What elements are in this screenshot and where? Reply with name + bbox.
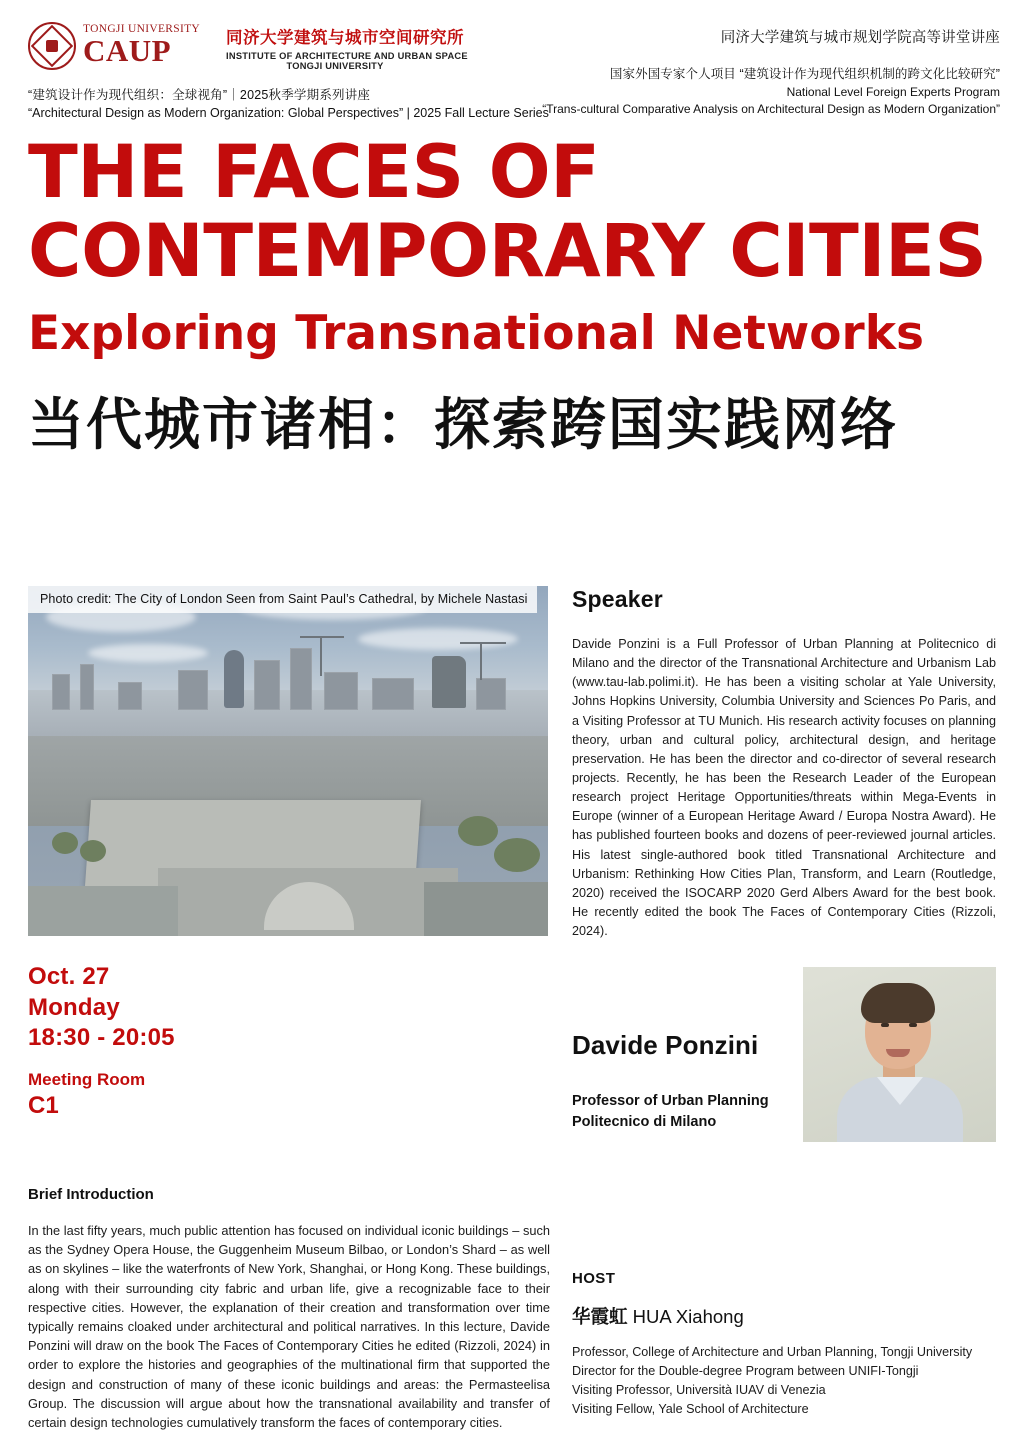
institute-university-en: TONGJI UNIVERSITY — [286, 61, 384, 71]
host-credentials — [572, 1343, 996, 1419]
brief-body: In the last fifty years, much public attention has focused on individual iconic buildings – such as the Sydney Opera House, the Guggenheim Museum Bilbao, or London’s Shard – as well as on skylines – like the waterfronts of New York, Shanghai, or Hong Kong. These buildings, along with their surrounding city fabric and urban life, give a recognizable face to their respective cities. However, the explanation of their creation and transformation over time typically remains cloaked under architectural and political narratives. In this lecture, Davide Ponzini will draw on the book The Faces of Contemporary Cities he edited (Rizzoli, 2024) in order to explore the histories and geographies of the multinational firm that supported the design and construction of many of these iconic buildings and areas: the Permasteelisa Group. The discussion will argue about how the transnational availability and transfer of certain design technologies cumulatively transform the faces of contemporary cities. — [28, 1223, 550, 1430]
host-credential-4: Visiting Fellow, Yale School of Architecture — [572, 1401, 809, 1416]
brief-heading: Brief Introduction — [28, 1186, 154, 1203]
host-label: HOST — [572, 1270, 616, 1287]
building-shape — [254, 660, 280, 710]
header-right — [540, 26, 1000, 116]
cloud-shape — [358, 628, 518, 650]
speaker-name-block — [572, 1030, 797, 1133]
speaker-heading: Speaker — [572, 586, 663, 612]
program-subtitle-en: “Trans-cultural Comparative Analysis on Architectural Design as Modern Organization” — [542, 102, 1000, 116]
host-credential-3: Visiting Professor, Università IUAV di Venezia — [572, 1382, 826, 1397]
portrait-eye-right — [909, 1023, 917, 1027]
page-title-chinese: 当代城市诸相：探索跨国实践网络 — [28, 393, 898, 457]
cloud-shape — [88, 644, 208, 662]
caup-university-name: TONGJI UNIVERSITY — [83, 22, 201, 35]
host-credential-2: Director for the Double-degree Program between UNIFI-Tongji — [572, 1363, 919, 1378]
tree-shape — [52, 832, 78, 854]
title-block — [28, 130, 998, 458]
poster-header — [28, 22, 1000, 132]
page-title-line2: CONTEMPORARY CITIES — [28, 208, 987, 294]
building-shape — [372, 678, 414, 710]
host-section — [572, 1270, 996, 1419]
building-shape — [52, 674, 70, 710]
building-shape — [118, 682, 142, 710]
foreground-block — [28, 886, 178, 936]
logo-row — [28, 22, 558, 71]
speaker-section — [572, 586, 996, 941]
speaker-bio: Davide Ponzini is a Full Professor of Urban Planning at Politecnico di Milano and the director of the Transnational Architecture and Urbanism Lab (www.tau-lab.polimi.it). He has been a visiting scholar at Yale University, Johns Hopkins University, Columbia University and Sciences Po Paris, and a Visiting Professor at TU Munich. His research activity focuses on planning theory, urban and cultural policy, architectural design, and heritage preservation. He has been the director and co-director of several research projects. Recently, he has been the Research Leader of the European research project Heritage Opportunities/threats within Mega-Events in Europe (winner of a European Heritage Award / Europa Nostra Award). He has published fourteen books and dozens of peer-reviewed journal articles. His latest single-authored book titled Transnational Architecture and Urbanism: Rethinking How Cities Plan, Transform, and Learn (Routledge, 2020) received the ISOCARP 2020 Gerd Albers Award for the best book. He recently edited the book The Faces of Contemporary Cities (Rizzoli, 2024). — [572, 637, 996, 939]
institute-name-en: INSTITUTE OF ARCHITECTURE AND URBAN SPACE — [226, 51, 468, 61]
crane-shape — [320, 636, 322, 676]
caup-wordmark — [83, 24, 200, 68]
event-weekday: Monday — [28, 993, 120, 1021]
program-title-cn: 国家外国专家个人项目 “建筑设计作为现代组织机制的跨文化比较研究” — [609, 67, 1000, 81]
speaker-role-line1: Professor of Urban Planning — [572, 1093, 769, 1109]
institute-block — [226, 22, 468, 71]
crane-shape — [460, 642, 506, 644]
event-time: 18:30 - 20:05 — [28, 1024, 175, 1052]
speaker-name: Davide Ponzini — [572, 1030, 759, 1060]
building-shape — [476, 678, 506, 710]
building-shape — [80, 664, 94, 710]
tongji-caup-logo — [28, 22, 200, 70]
lecture-series-cn: “建筑设计作为现代组织：全球视角”｜2025秋季学期系列讲座 — [28, 88, 371, 102]
event-room: C1 — [28, 1092, 59, 1120]
caup-abbreviation: CAUP — [83, 33, 172, 69]
page-title-line1: THE FACES OF — [28, 130, 600, 215]
crane-shape — [300, 636, 344, 638]
building-shape — [290, 648, 312, 710]
portrait-hair — [861, 983, 935, 1023]
event-room-label: Meeting Room — [28, 1070, 146, 1090]
crane-shape — [480, 642, 482, 680]
header-left — [28, 22, 558, 120]
program-title-en: National Level Foreign Experts Program — [786, 85, 1000, 99]
portrait-eye-left — [881, 1023, 889, 1027]
walkie-talkie-tower-shape — [432, 656, 466, 708]
event-date: Oct. 27 — [28, 963, 110, 990]
speaker-role — [572, 1091, 797, 1133]
tree-shape — [80, 840, 106, 862]
brief-introduction — [28, 1186, 550, 1432]
speaker-role-line2: Politecnico di Milano — [572, 1114, 717, 1131]
host-name — [572, 1303, 996, 1329]
gherkin-tower-shape — [224, 650, 244, 708]
host-name-cn: 华霞虹 — [572, 1306, 628, 1327]
london-skyline-photo — [28, 586, 548, 936]
host-credential-1: Professor, College of Architecture and Urban Planning, Tongji University — [572, 1345, 973, 1359]
building-shape — [178, 670, 208, 710]
host-college-cn: 同济大学建筑与城市规划学院高等讲堂讲座 — [720, 30, 1000, 46]
tongji-seal-icon — [28, 22, 76, 70]
host-name-en: HUA Xiahong — [627, 1306, 744, 1327]
tree-shape — [494, 838, 540, 872]
event-info — [28, 962, 428, 1120]
building-shape — [324, 672, 358, 710]
page-subtitle: Exploring Transnational Networks — [28, 305, 924, 361]
speaker-portrait — [803, 967, 996, 1142]
institute-name-cn: 同济大学建筑与城市空间研究所 — [226, 29, 465, 47]
lecture-series-en: “Architectural Design as Modern Organization: Global Perspectives” | 2025 Fall Lecture Series — [28, 106, 549, 120]
tree-shape — [458, 816, 498, 846]
photo-credit: Photo credit: The City of London Seen from Saint Paul’s Cathedral, by Michele Nastasi — [28, 586, 537, 613]
foreground-block — [424, 882, 548, 936]
